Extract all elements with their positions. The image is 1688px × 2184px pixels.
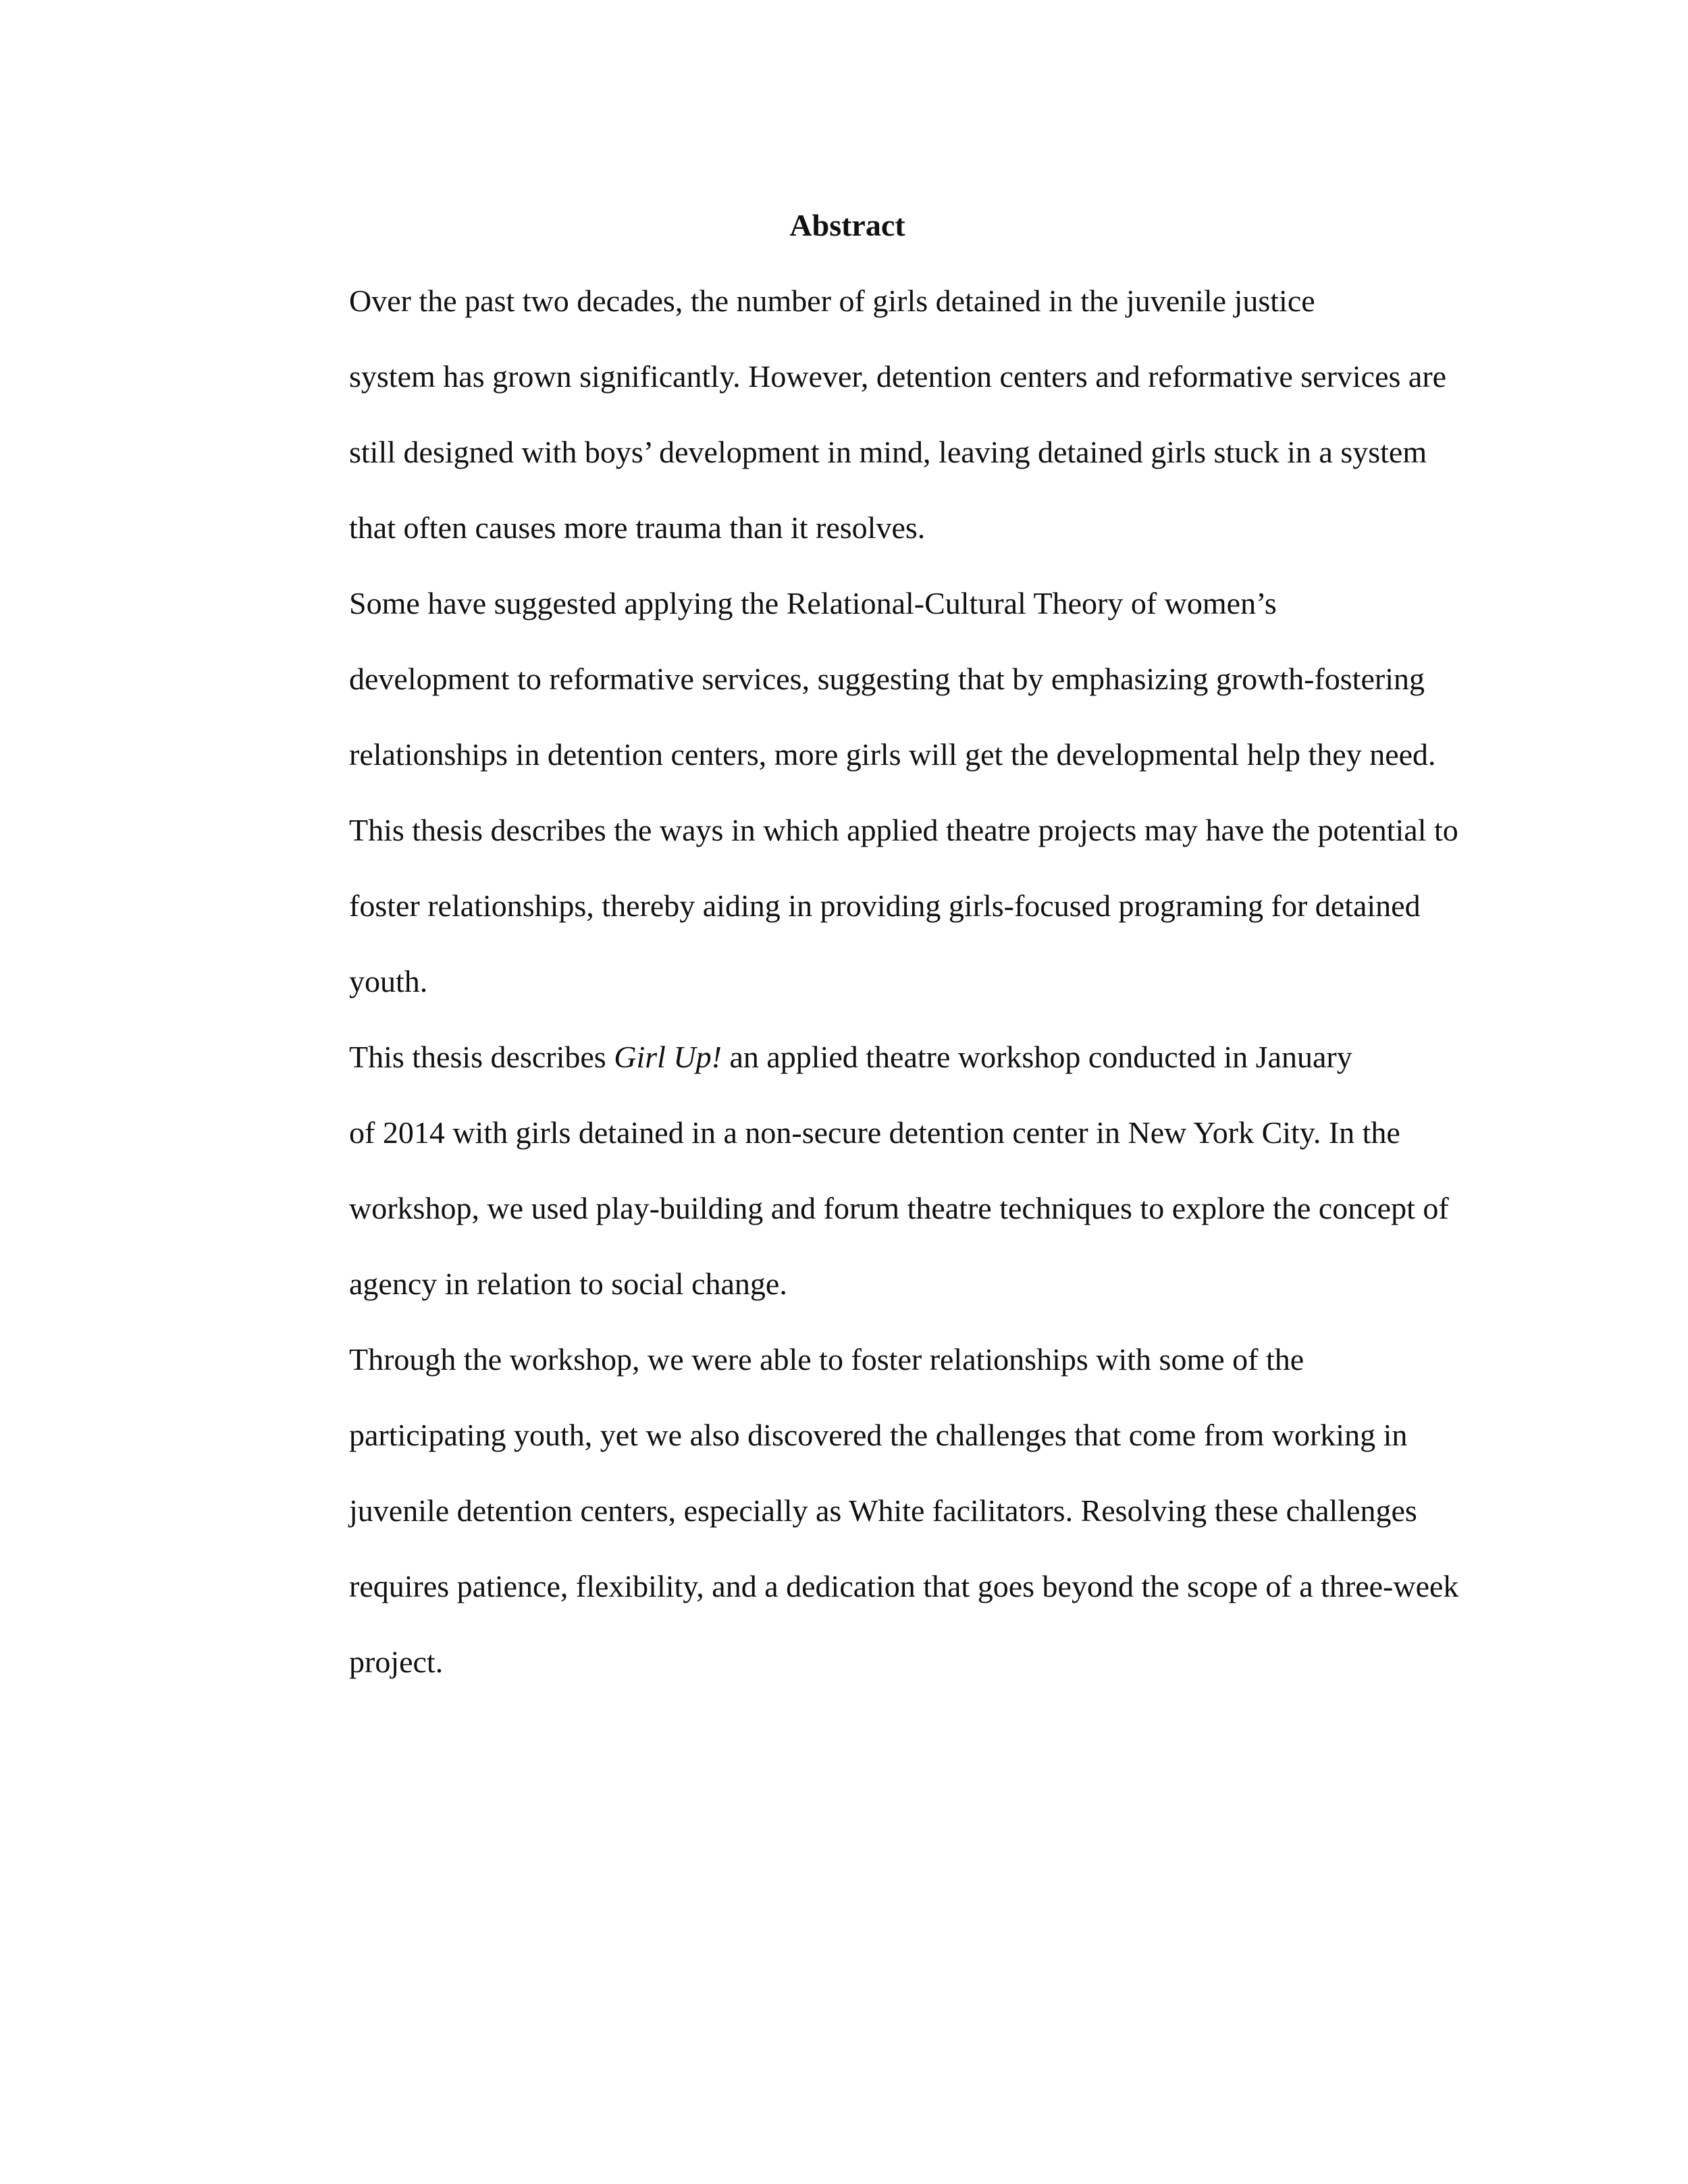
- paragraph-4: [249, 1322, 1459, 1700]
- paragraph-3-line-1: [249, 1019, 1446, 1095]
- abstract-title: Abstract: [789, 208, 905, 242]
- paragraph-3-line-2: of 2014 with girls detained in a non-secure detention center in New York City. In the: [349, 1115, 1400, 1150]
- paragraph-4-line-1: Through the workshop, we were able to foster relationships with some of the: [349, 1342, 1304, 1377]
- paragraph-1-line-2: system has grown significantly. However, detention centers and reformative services are: [349, 359, 1447, 394]
- abstract-section: [249, 188, 1459, 1700]
- paragraph-4-line-3: juvenile detention centers, especially as White facilitators. Resolving these challenges: [349, 1493, 1417, 1528]
- paragraph-2-line-3: relationships in detention centers, more girls will get the developmental help they need.: [349, 737, 1436, 772]
- paragraph-3-line-1-end: an applied theatre workshop conducted in January: [721, 1040, 1352, 1074]
- paragraph-4-line-2: participating youth, yet we also discovered the challenges that come from working in: [349, 1418, 1408, 1452]
- paragraph-3-line-1-start: This thesis describes: [349, 1040, 614, 1074]
- paragraph-2-line-5: foster relationships, thereby aiding in providing girls-focused programing for detained: [349, 888, 1421, 923]
- paragraph-2-line-2: development to reformative services, suggesting that by emphasizing growth-fostering: [349, 662, 1425, 696]
- paragraph-1-line-4: that often causes more trauma than it resolves.: [349, 510, 926, 545]
- paragraph-2-line-1: Some have suggested applying the Relational-Cultural Theory of women’s: [349, 586, 1277, 620]
- paragraph-3: [249, 1019, 1449, 1322]
- paragraph-3-line-3: workshop, we used play-building and forum theatre techniques to explore the concept of: [349, 1191, 1449, 1225]
- paragraph-3-line-4: agency in relation to social change.: [349, 1267, 787, 1301]
- paragraph-4-line-5: project.: [349, 1645, 444, 1679]
- paragraph-1-line-3: still designed with boys’ development in mind, leaving detained girls stuck in a system: [349, 435, 1427, 469]
- paragraph-2-line-6: youth.: [349, 964, 428, 998]
- workshop-title: Girl Up!: [614, 1040, 722, 1074]
- paragraph-1-line-1: Over the past two decades, the number of girls detained in the juvenile justice: [349, 284, 1315, 318]
- paragraph-1: [249, 263, 1446, 566]
- paragraph-4-line-4: requires patience, flexibility, and a dedication that goes beyond the scope of a three-week: [349, 1569, 1459, 1603]
- paragraph-2-line-4: This thesis describes the ways in which applied theatre projects may have the potential to: [349, 813, 1458, 847]
- paragraph-2: [249, 566, 1458, 1019]
